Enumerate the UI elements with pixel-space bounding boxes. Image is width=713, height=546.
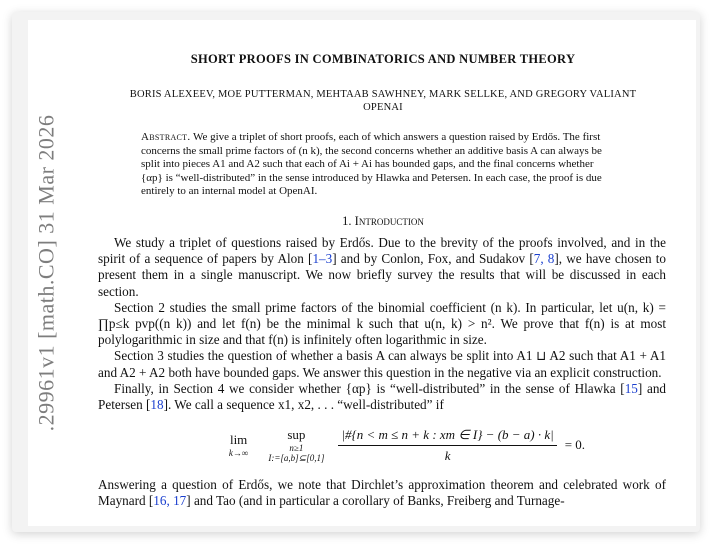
section-title: Introduction bbox=[354, 214, 424, 228]
sup-operator bbox=[268, 427, 324, 463]
affiliation: OPENAI bbox=[363, 102, 403, 113]
citation-link[interactable]: 7, 8 bbox=[533, 251, 555, 267]
fraction-denominator: k bbox=[444, 447, 451, 463]
equation-rhs: = 0. bbox=[564, 437, 586, 453]
author-block bbox=[98, 88, 668, 114]
citation-link[interactable]: 16, 17 bbox=[153, 493, 187, 509]
citation-link[interactable]: 15 bbox=[624, 380, 638, 396]
citation-link[interactable]: 18 bbox=[150, 397, 164, 413]
paragraph-3-text: Section 3 studies the question of whether a basis A can always be split into A1 ⊔ A2 such that A1 + A1 and A2 + A2 both have bounded gaps. We answer this question in the negative via an explicit construction. bbox=[98, 348, 666, 380]
well-distributed-equation bbox=[138, 419, 666, 471]
paragraph-5-text-a: Answering a question of Erdős, we note that Dirchlet’s approximation theorem and celebrated work of Maynard [ bbox=[98, 477, 666, 509]
equation-fraction bbox=[338, 427, 556, 464]
lim-symbol: lim bbox=[229, 432, 248, 448]
paragraph-1-text-a: We study a triplet of questions raised by Erdős. Due to the brevity of the proofs involved, and in the spirit of a sequence of papers by Alon [ bbox=[98, 235, 666, 267]
sup-symbol: sup bbox=[287, 427, 306, 443]
paragraph-4-text-b: ] and Petersen [ bbox=[98, 380, 667, 413]
paragraph-4-text-c: ]. We call a sequence x1, x2, . . . “well-distributed” if bbox=[163, 397, 444, 413]
paragraph-4 bbox=[98, 381, 666, 413]
lim-subscript: k→∞ bbox=[228, 448, 249, 459]
paragraph-4-text-a: Finally, in Section 4 we consider whether {αp} is “well-distributed” in the sense of Hlawka [ bbox=[114, 380, 625, 396]
section-heading bbox=[98, 214, 668, 229]
fraction-numerator: |#{n < m ≤ n + k : xm ∈ I} − (b − a) · k| bbox=[338, 427, 556, 446]
paragraph-1 bbox=[98, 235, 666, 300]
paragraph-5-text-b: ] and Tao (and in particular a corollary of Banks, Freiberg and Turnage- bbox=[186, 493, 565, 509]
paragraph-2 bbox=[98, 300, 666, 349]
arxiv-id-text: .29961v1 [math.CO] 31 Mar 2026 bbox=[33, 114, 59, 432]
paragraph-3 bbox=[98, 348, 666, 380]
citation-link[interactable]: 1–3 bbox=[312, 251, 333, 267]
sup-subscript-1: n≥1 bbox=[289, 443, 304, 454]
sup-subscript-2: I:=[a,b]⊆[0,1] bbox=[268, 453, 325, 464]
abstract bbox=[141, 131, 611, 199]
abstract-text: We give a triplet of short proofs, each of which answers a question raised by Erdős. The first concerns the small prime factors of (n k), the second concerns whether an additive basis A can always be split into pieces A1 and A2 such that each of Ai + Ai has bounded gaps, and the final concerns whether {αp} is “well-distributed” in the sense introduced by Hlawka and Petersen. In each case, the proof is due entirely to an internal model at OpenAI. bbox=[141, 131, 602, 197]
pdf-page bbox=[28, 20, 696, 526]
abstract-label: Abstract. bbox=[141, 131, 191, 143]
section-number: 1. bbox=[342, 214, 352, 228]
limit-operator bbox=[229, 432, 248, 458]
author-names: BORIS ALEXEEV, MOE PUTTERMAN, MEHTAAB SAWHNEY, MARK SELLKE, AND GREGORY VALIANT bbox=[129, 89, 637, 100]
paragraph-2-text: Section 2 studies the small prime factors of the binomial coefficient (n k). In particular, let u(n, k) = ∏p≤k pvp((n k)) and let f(n) be the minimal k such that u(n, k) > n². We prove that f(n) is at most polylogarithmic in size and that f(n) is infinitely often logarithmic in size. bbox=[98, 299, 666, 348]
arxiv-sidebar-identifier bbox=[34, 20, 58, 526]
body-text bbox=[98, 235, 666, 510]
paragraph-5 bbox=[98, 477, 666, 509]
paragraph-1-text-c: ], we have chosen to present them in a single manuscript. We now briefly survey the results that will be discussed in each section. bbox=[98, 251, 667, 299]
paper-title: SHORT PROOFS IN COMBINATORICS AND NUMBER THEORY bbox=[190, 52, 576, 66]
paragraph-1-text-b: ] and by Conlon, Fox, and Sudakov [ bbox=[332, 251, 534, 267]
